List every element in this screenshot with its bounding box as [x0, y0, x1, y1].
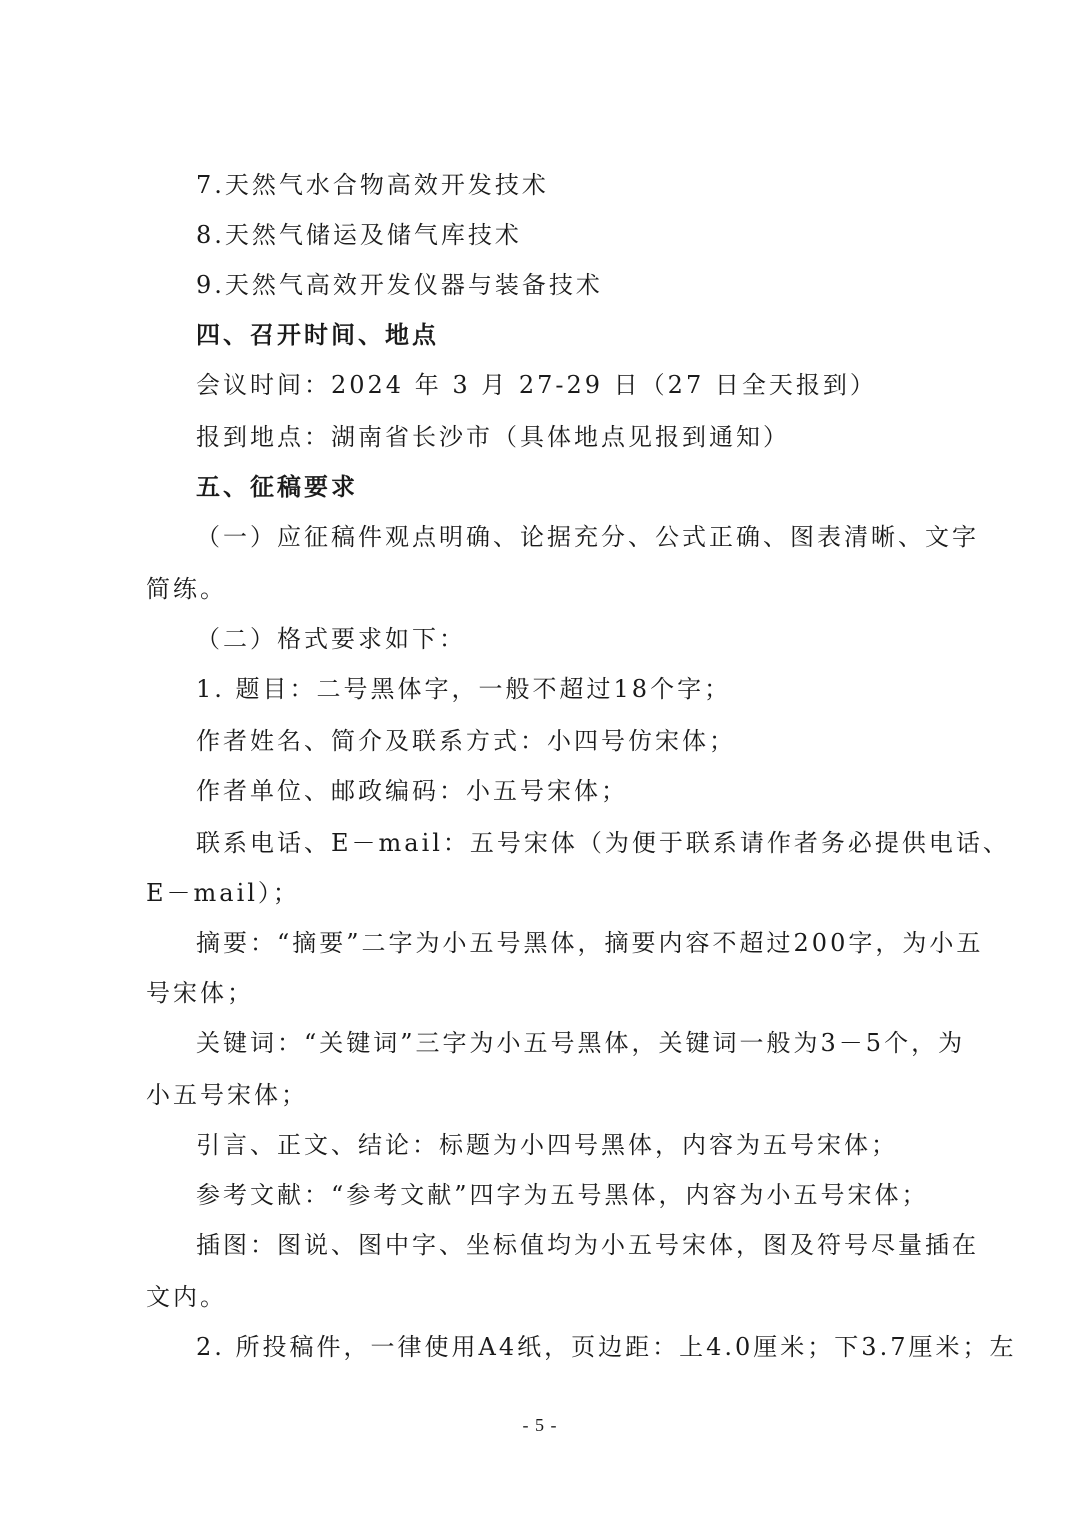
page-number: - 5 -	[522, 1415, 558, 1435]
format-keywords-line-1: 关键词：“关键词”三字为小五号黑体，关键词一般为3－5个，为	[196, 1029, 966, 1057]
format-references: 参考文献：“参考文献”四字为五号黑体，内容为小五号宋体；	[196, 1181, 929, 1209]
format-abstract-line-1: 摘要：“摘要”二字为小五号黑体，摘要内容不超过200字，为小五	[196, 929, 984, 957]
section-heading-requirements: 五、征稿要求	[196, 472, 358, 501]
format-affiliation: 作者单位、邮政编码：小五号宋体；	[196, 777, 628, 805]
format-contact-line-1: 联系电话、E－mail：五号宋体（为便于联系请作者务必提供电话、	[196, 829, 1010, 857]
format-paper-margins: 2. 所投稿件，一律使用A4纸，页边距：上4.0厘米；下3.7厘米；左	[196, 1333, 1017, 1361]
format-author: 作者姓名、简介及联系方式：小四号仿宋体；	[196, 727, 736, 755]
list-item-8: 8.天然气储运及储气库技术	[196, 221, 522, 249]
requirement-1-line-2: 简练。	[146, 575, 227, 603]
registration-place: 报到地点：湖南省长沙市（具体地点见报到通知）	[196, 423, 790, 451]
format-figures-line-1: 插图：图说、图中字、坐标值均为小五号宋体，图及符号尽量插在	[196, 1231, 979, 1259]
format-abstract-line-2: 号宋体；	[146, 979, 254, 1007]
format-title: 1. 题目：二号黑体字，一般不超过18个字；	[196, 675, 732, 703]
format-keywords-line-2: 小五号宋体；	[146, 1081, 308, 1109]
list-item-7: 7.天然气水合物高效开发技术	[196, 171, 549, 199]
requirement-1-line-1: （一）应征稿件观点明确、论据充分、公式正确、图表清晰、文字	[196, 523, 979, 551]
meeting-time: 会议时间：2024 年 3 月 27-29 日（27 日全天报到）	[196, 371, 877, 399]
format-body: 引言、正文、结论：标题为小四号黑体，内容为五号宋体；	[196, 1131, 898, 1159]
requirement-2-heading: （二）格式要求如下：	[196, 625, 466, 653]
format-contact-line-2: E－mail）；	[146, 879, 300, 907]
list-item-9: 9.天然气高效开发仪器与装备技术	[196, 271, 603, 299]
format-figures-line-2: 文内。	[146, 1283, 227, 1311]
section-heading-time-place: 四、召开时间、地点	[196, 320, 439, 349]
